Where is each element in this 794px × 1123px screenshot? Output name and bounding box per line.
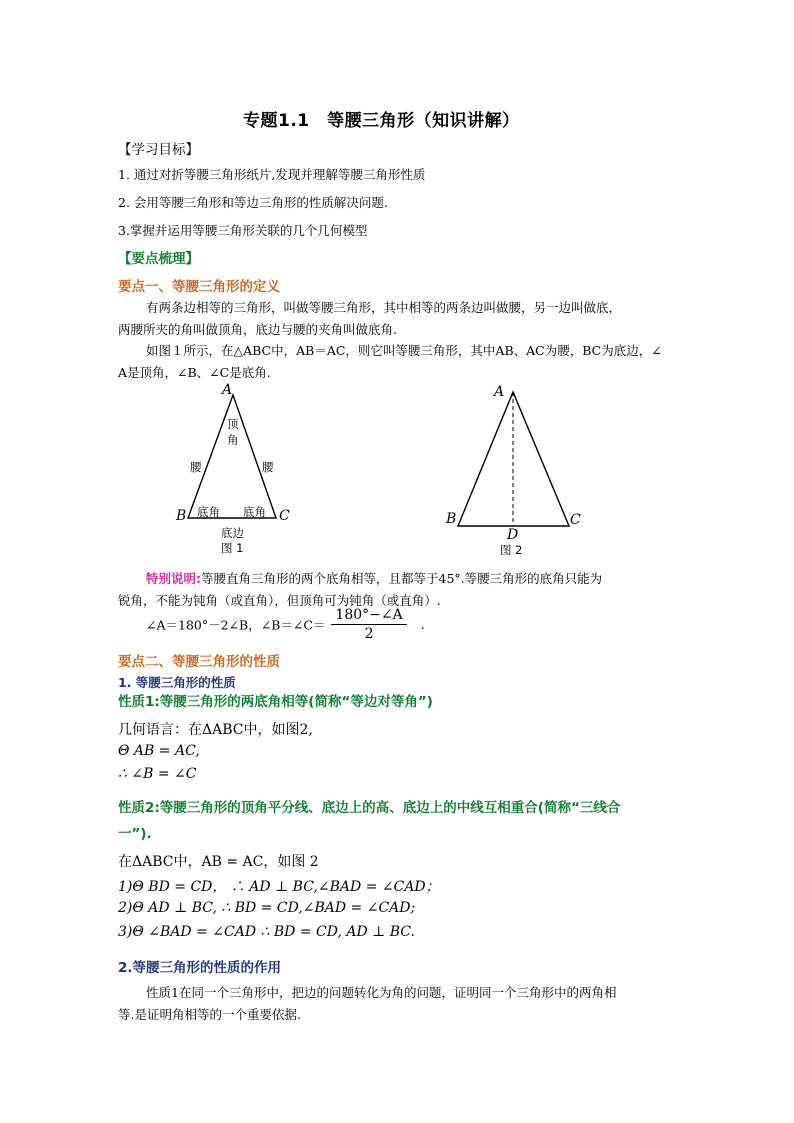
- geo-given: Θ AB = AC,: [118, 743, 200, 759]
- section1-para1-line1: 有两条边相等的三角形，叫做等腰三角形，其中相等的两条边叫做腰，另一边叫做底，: [146, 300, 622, 315]
- fig1-base-angle-right: 底角: [243, 505, 266, 519]
- fig1-base-angle-left: 底角: [197, 505, 220, 519]
- note-formula-prefix: ∠A＝180°－2∠B，∠B＝∠C＝: [146, 617, 326, 633]
- fig1-apex-label-2: 角: [227, 433, 239, 447]
- note-fraction-denominator: 2: [364, 626, 374, 642]
- case-3: 3)Θ ∠BAD = ∠CAD ∴ BD = CD, AD ⊥ BC.: [118, 924, 415, 940]
- fig2-vertex-a: A: [494, 384, 505, 400]
- note-text-1: 等腰直角三角形的两个底角相等，且都等于45°.等腰三角形的底角只能为: [201, 571, 603, 586]
- note-fraction: [331, 607, 406, 642]
- case-1: 1)Θ BD = CD， ∴ AD ⊥ BC,∠BAD = ∠CAD；: [118, 879, 440, 895]
- geo-conclusion: ∴ ∠B = ∠C: [118, 766, 197, 782]
- fig1-base: 底边: [221, 526, 244, 540]
- section1-para2-line2: A是顶角，∠B、∠C是底角.: [118, 365, 271, 380]
- fig1-vertex-b: B: [176, 508, 187, 524]
- fig2-caption: 图 2: [500, 543, 523, 557]
- fig1-caption: 图 1: [221, 541, 244, 555]
- fig2-vertex-b: B: [446, 511, 457, 527]
- figure2-diagram: [440, 380, 590, 540]
- note-label: 特别说明:: [146, 571, 201, 586]
- note-line1: [146, 569, 602, 587]
- section1-heading: 要点一、等腰三角形的定义: [118, 279, 280, 295]
- section1-para2-line1: 如图１所示，在△ABC中，AB＝AC，则它叫等腰三角形，其中AB、AC为腰，BC为底边，∠: [146, 343, 662, 358]
- note-line2: 锐角，不能为钝角（或直角），但顶角可为钝角（或直角）.: [118, 593, 441, 608]
- usage-line1: 性质1在同一个三角形中，把边的问题转化为角的问题，证明同一个三角形中的两角相: [146, 985, 617, 1000]
- section2-subheading-2: 2.等腰三角形的性质的作用: [118, 960, 282, 976]
- goals-heading: 【学习目标】: [118, 142, 199, 158]
- property2-line1: 性质2:等腰三角形的顶角平分线、底边上的高、底边上的中线互相重合(简称“三线合: [118, 800, 621, 816]
- note-formula: [146, 607, 425, 642]
- section2-heading: 要点二、等腰三角形的性质: [118, 654, 280, 670]
- fig2-vertex-c: C: [570, 512, 581, 528]
- usage-line2: 等.是证明角相等的一个重要依据.: [118, 1007, 301, 1022]
- fig1-vertex-a: A: [222, 382, 233, 398]
- goal-item-3: 3.掌握并运用等腰三角形关联的几个几何模型: [118, 223, 368, 238]
- property2-line2: 一”).: [118, 826, 152, 842]
- case-2: 2)Θ AD ⊥ BC, ∴ BD = CD,∠BAD = ∠CAD;: [118, 900, 416, 916]
- note-formula-suffix: .: [420, 617, 425, 632]
- in-triangle-line: 在ΔABC中，AB = AC，如图 2: [118, 854, 319, 870]
- goal-item-2: 2. 会用等腰三角形和等边三角形的性质解决问题.: [118, 195, 388, 210]
- geometric-language: 几何语言：在ΔABC中，如图2,: [118, 722, 313, 738]
- key-points-heading: 【要点梳理】: [118, 251, 199, 267]
- fig1-leg-left: 腰: [190, 460, 202, 474]
- fig1-apex-label-1: 顶: [227, 417, 239, 431]
- figure1-triangle: [188, 395, 276, 518]
- fig1-leg-right: 腰: [262, 460, 274, 474]
- page-title: 专题1.1 等腰三角形（知识讲解）: [243, 111, 520, 131]
- fig2-vertex-d: D: [507, 527, 519, 543]
- fig1-vertex-c: C: [279, 508, 290, 524]
- section2-subheading-1: 1. 等腰三角形的性质: [118, 675, 236, 690]
- property1: 性质1:等腰三角形的两底角相等(简称“等边对等角”): [118, 694, 433, 710]
- note-fraction-numerator: 180°−∠A: [331, 607, 406, 625]
- section1-para1-line2: 两腰所夹的角叫做顶角，底边与腰的夹角叫做底角.: [118, 322, 397, 337]
- goal-item-1: 1. 通过对折等腰三角形纸片,发现并理解等腰三角形性质: [118, 167, 426, 182]
